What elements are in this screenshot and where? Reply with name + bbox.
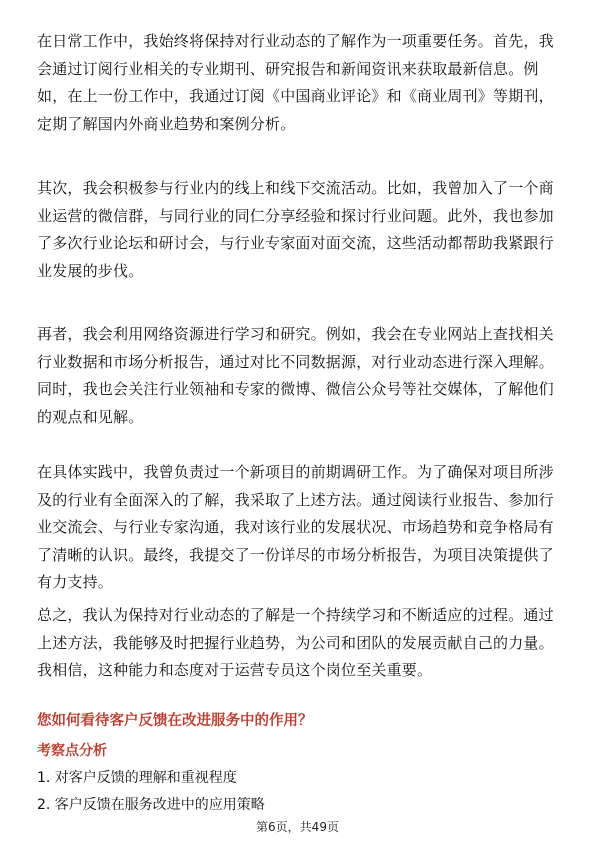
question-heading: 您如何看待客户反馈在改进服务中的作用？: [37, 713, 313, 729]
body-paragraph: 再者，我会利用网络资源进行学习和研究。例如，我会在专业网站上查找相关行业数据和市场分析报告，通过对比不同数据源，对行业动态进行深入理解。同时，我也会关注行业领袖和专家的微博、微信公众号等社交媒体，了解他们的观点和见解。: [37, 325, 554, 426]
body-paragraph: 其次，我会积极参与行业内的线上和线下交流活动。比如，我曾加入了一个商业运营的微信群，与同行业的同仁分享经验和探讨行业问题。此外，我也参加了多次行业论坛和研讨会，与行业专家面对面交流，这些活动都帮助我紧跟行业发展的步伐。: [37, 179, 554, 280]
analysis-point: 1. 对客户反馈的理解和重视程度: [37, 770, 237, 786]
page-footer: 第6页，共49页: [256, 820, 339, 834]
analysis-point: 2. 客户反馈在服务改进中的应用策略: [37, 797, 265, 813]
body-paragraph: 总之，我认为保持对行业动态的了解是一个持续学习和不断适应的过程。通过上述方法，我能够及时把握行业趋势，为公司和团队的发展贡献自己的力量。我相信，这种能力和态度对于运营专员这个岗位至关重要。: [37, 606, 554, 679]
body-paragraph: 在具体实践中，我曾负责过一个新项目的前期调研工作。为了确保对项目所涉及的行业有全面深入的了解，我采取了上述方法。通过阅读行业报告、参加行业交流会、与行业专家沟通，我对该行业的发展状况、市场趋势和竞争格局有了清晰的认识。最终，我提交了一份详尽的市场分析报告，为项目决策提供了有力支持。: [37, 463, 554, 591]
section-title: 考察点分析: [37, 743, 107, 759]
body-paragraph: 在日常工作中，我始终将保持对行业动态的了解作为一项重要任务。首先，我会通过订阅行业相关的专业期刊、研究报告和新闻资讯来获取最新信息。例如，在上一份工作中，我通过订阅《中国商业评论》和《商业周刊》等期刊，定期了解国内外商业趋势和案例分析。: [37, 32, 554, 133]
